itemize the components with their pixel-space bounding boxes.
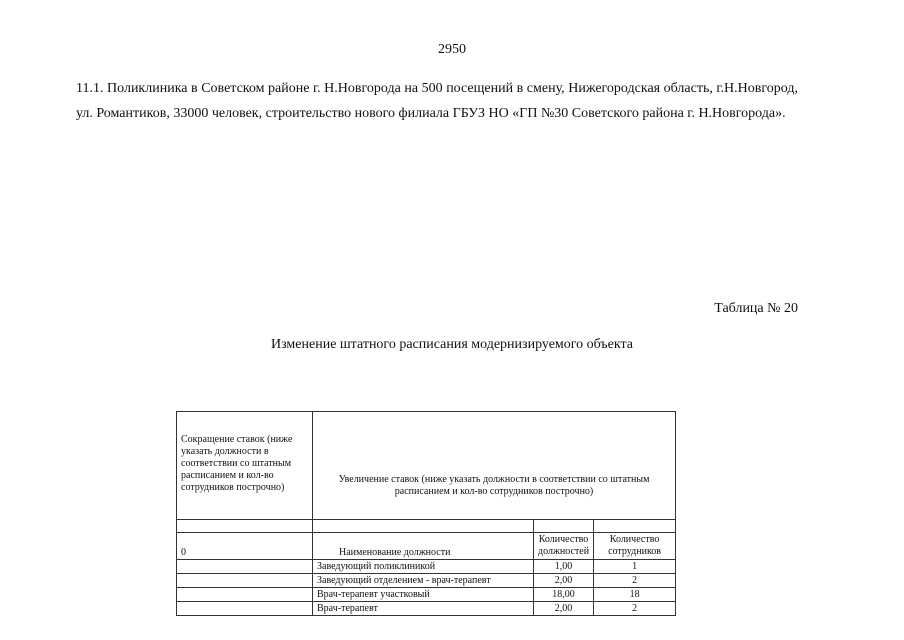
staff-count-header: Количество сотрудников <box>594 533 676 560</box>
staff-count: 2 <box>594 574 676 588</box>
staff-count: 18 <box>594 588 676 602</box>
empty-cell <box>177 602 313 616</box>
spacer-cell <box>313 520 534 533</box>
table-label: Таблица № 20 <box>714 301 798 316</box>
position-name: Врач-терапевт <box>313 602 534 616</box>
table-row <box>177 588 676 602</box>
spacer-cell <box>177 520 313 533</box>
spacer-cell <box>594 520 676 533</box>
intro-paragraph: 11.1. Поликлиника в Советском районе г. Н.Новгорода на 500 посещений в смену, Нижегородская область, г.Н.Новгород, ул. Романтиков, 33000 человек, строительство нового филиала ГБУЗ НО «ГП №30 Советского района г. Н.Новгорода». <box>76 81 798 121</box>
table-title: Изменение штатного расписания модернизируемого объекта <box>270 337 634 352</box>
positions-count: 18,00 <box>534 588 594 602</box>
staff-count: 2 <box>594 602 676 616</box>
reduction-value: 0 <box>177 533 313 560</box>
staff-count: 1 <box>594 560 676 574</box>
table-row <box>177 574 676 588</box>
spacer-cell <box>534 520 594 533</box>
table-subheader-row <box>177 533 676 560</box>
position-column-header: Наименование должности <box>313 533 534 560</box>
table-header-row <box>177 412 676 520</box>
empty-cell <box>177 560 313 574</box>
staffing-table <box>176 411 676 616</box>
table-spacer-row <box>177 520 676 533</box>
reduction-header: Сокращение ставок (ниже указать должности в соответствии со штатным расписанием и кол-во сотрудников построчно) <box>177 412 313 520</box>
position-name: Врач-терапевт участковый <box>313 588 534 602</box>
positions-count: 1,00 <box>534 560 594 574</box>
empty-cell <box>177 574 313 588</box>
position-name: Заведующий поликлиникой <box>313 560 534 574</box>
empty-cell <box>177 588 313 602</box>
positions-count: 2,00 <box>534 574 594 588</box>
position-name: Заведующий отделением - врач-терапевт <box>313 574 534 588</box>
positions-count: 2,00 <box>534 602 594 616</box>
table-row <box>177 560 676 574</box>
page-number: 2950 <box>438 42 466 57</box>
increase-header: Увеличение ставок (ниже указать должности в соответствии со штатным расписанием и кол-во сотрудников построчно) <box>313 412 676 520</box>
positions-count-header: Количество должностей <box>534 533 594 560</box>
table-row <box>177 602 676 616</box>
